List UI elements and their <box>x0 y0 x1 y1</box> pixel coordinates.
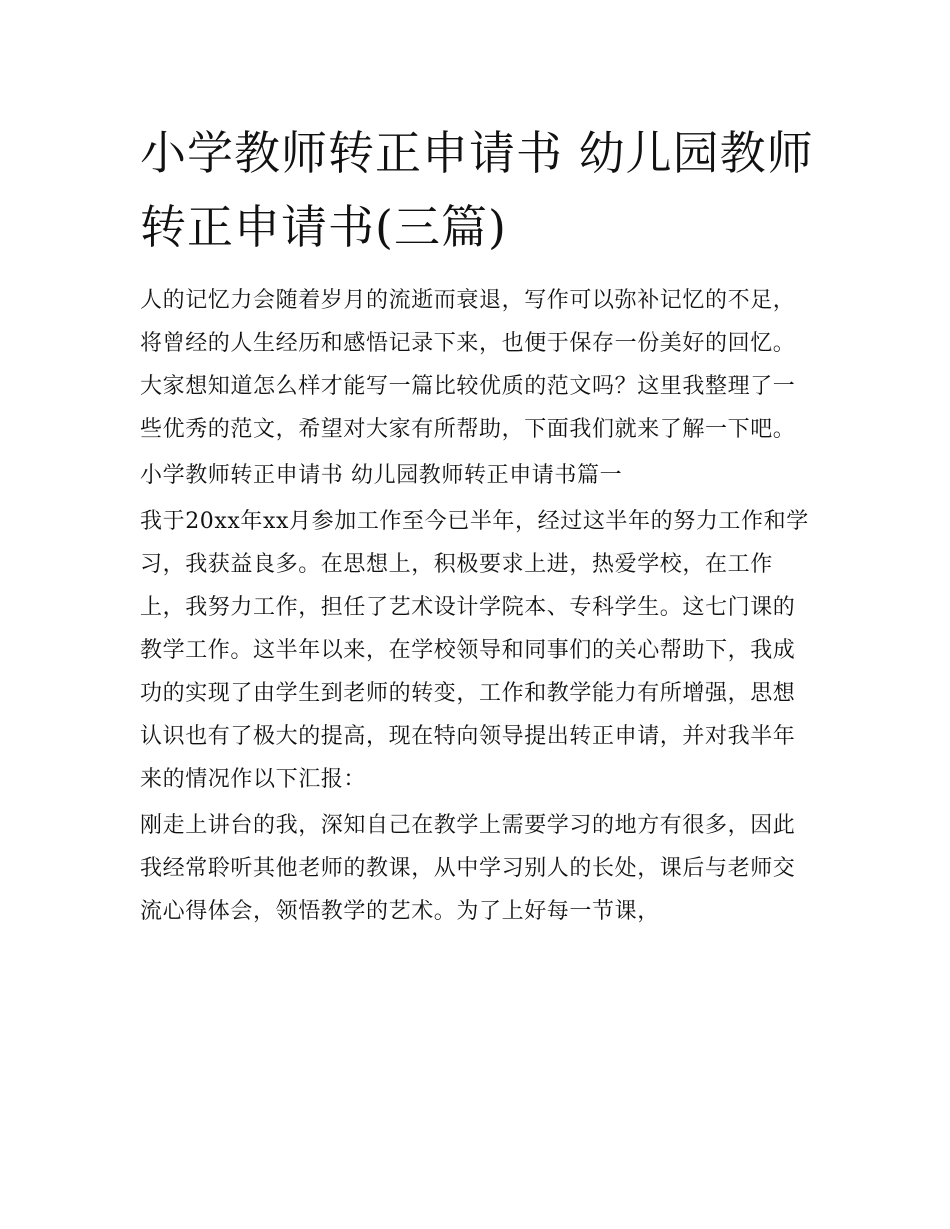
section-heading: 小学教师转正申请书 幼儿园教师转正申请书篇一 <box>140 463 623 488</box>
body-paragraph-2: 刚走上讲台的我，深知自己在教学上需要学习的地方有很多，因此我经常聆听其他老师的教课，从中学习别人的长处，课后与老师交流心得体会，领悟教学的艺术。为了上好每一节课， <box>140 813 796 924</box>
body-paragraph-1: 我于20xx年xx月参加工作至今已半年，经过这半年的努力工作和学习，我获益良多。在思想上，积极要求上进，热爱学校，在工作上，我努力工作，担任了艺术设计学院本、专科学生。这七门课的教学工作。这半年以来，在学校领导和同事们的关心帮助下，我成功的实现了由学生到老师的转变，工作和教学能力有所增强，思想认识也有了极大的提高，现在特向领导提出转正申请，并对我半年来的情况作以下汇报： <box>140 509 809 792</box>
document-body <box>140 279 814 933</box>
document-title: 小学教师转正申请书 幼儿园教师转正申请书(三篇) <box>140 126 814 254</box>
intro-paragraph: 人的记忆力会随着岁月的流逝而衰退，写作可以弥补记忆的不足，将曾经的人生经历和感悟记录下来，也便于保存一份美好的回忆。大家想知道怎么样才能写一篇比较优质的范文吗？这里我整理了一些优秀的范文，希望对大家有所帮助，下面我们就来了解一下吧。 <box>140 288 796 442</box>
